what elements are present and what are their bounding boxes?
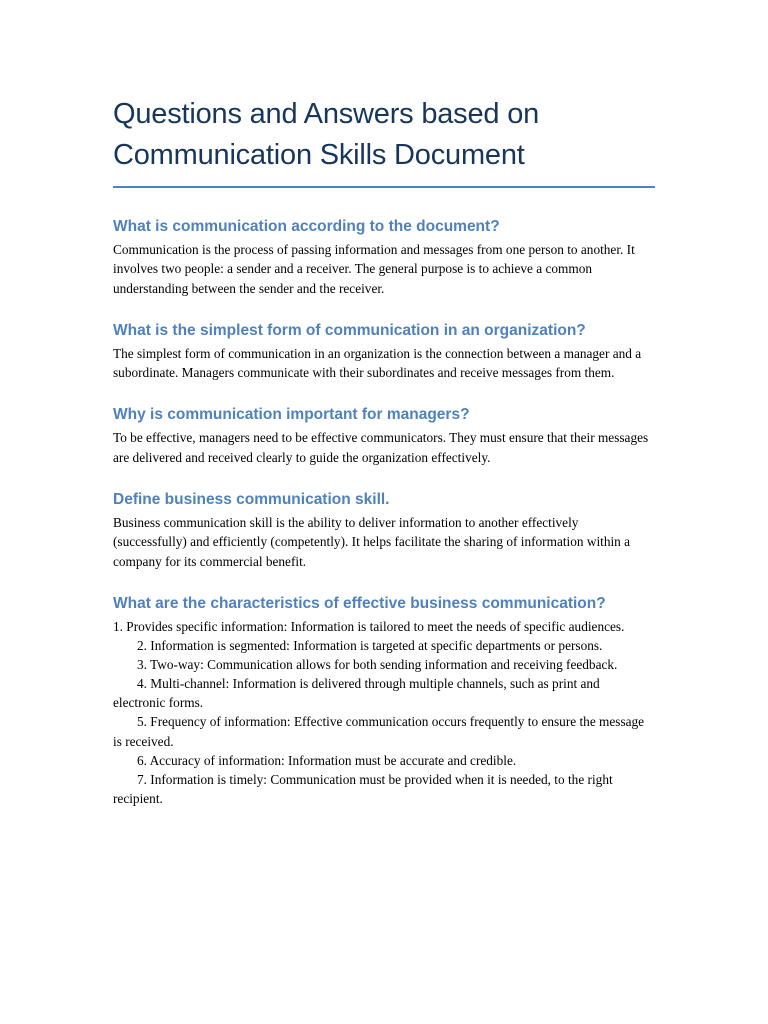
- answer-paragraph: Business communication skill is the ability to deliver information to another effectively (successfully) and efficiently (competently). It helps facilitate the sharing of information within a company for its commercial benefit.: [113, 515, 631, 569]
- qa-section-1: [113, 217, 655, 298]
- list-item: 3. Two-way: Communication allows for both sending information and receiving feedback.: [137, 657, 618, 673]
- document-page: [113, 94, 655, 808]
- characteristics-list: [113, 617, 655, 808]
- answer-paragraph: The simplest form of communication in an organization is the connection between a manager and a subordinate. Managers communicate with their subordinates and receive messages from them.: [113, 345, 642, 381]
- list-item: 5. Frequency of information: Effective communication occurs frequently to ensure the message is received.: [113, 714, 645, 749]
- title-underline: [113, 186, 655, 188]
- list-item: 6. Accuracy of information: Information must be accurate and credible.: [137, 752, 517, 768]
- question-heading: Define business communication skill.: [113, 491, 390, 509]
- qa-section-3: [113, 405, 655, 467]
- list-item: 2. Information is segmented: Information is targeted at specific departments or persons.: [137, 638, 603, 654]
- answer-paragraph: Communication is the process of passing information and messages from one person to another. It involves two people: a sender and a receiver. The general purpose is to achieve a common understanding between the sender and the receiver.: [113, 242, 635, 296]
- document-title: Questions and Answers based on Communication Skills Document: [113, 98, 540, 171]
- qa-section-2: [113, 321, 655, 383]
- list-item: 1. Provides specific information: Information is tailored to meet the needs of specific audiences.: [113, 618, 625, 634]
- list-item: 7. Information is timely: Communication must be provided when it is needed, to the right recipient.: [113, 771, 613, 806]
- question-heading: What is communication according to the document?: [113, 218, 500, 235]
- qa-section-5: [113, 594, 655, 808]
- question-heading: What is the simplest form of communication in an organization?: [113, 321, 586, 339]
- answer-paragraph: To be effective, managers need to be effective communicators. They must ensure that their messages are delivered and received clearly to guide the organization effectively.: [113, 430, 649, 465]
- qa-section-4: [113, 490, 655, 571]
- list-item: 4. Multi-channel: Information is delivered through multiple channels, such as print and electronic forms.: [113, 676, 600, 711]
- question-heading: What are the characteristics of effective business communication?: [113, 594, 606, 612]
- question-heading: Why is communication important for managers?: [113, 406, 470, 424]
